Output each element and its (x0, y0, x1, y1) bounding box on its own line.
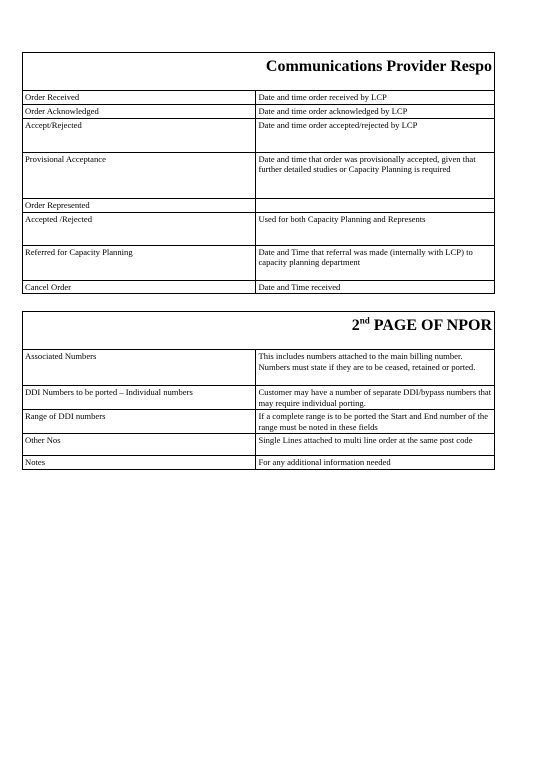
row-label: Other Nos (23, 434, 256, 456)
table-row (23, 212, 495, 245)
row-description: Single Lines attached to multi line order at the same post code (256, 434, 495, 456)
row-description: Date and time order acknowledged by LCP (256, 104, 495, 118)
row-description: If a complete range is to be ported the Start and End number of the range must be noted in these fields (256, 410, 495, 434)
row-label: Accepted /Rejected (23, 212, 256, 245)
row-description: Date and time order accepted/rejected by LCP (256, 118, 495, 152)
title-text: PAGE OF NPOR (369, 317, 492, 334)
table-row (23, 245, 495, 280)
title-ordinal-suffix: nd (359, 315, 370, 326)
table-row (23, 410, 495, 434)
row-description (256, 198, 495, 212)
title-number: 2 (351, 317, 360, 334)
row-label: Range of DDI numbers (23, 410, 256, 434)
table-row (23, 350, 495, 386)
table-row (23, 280, 495, 294)
row-description: Used for both Capacity Planning and Represents (256, 212, 495, 245)
row-description: Customer may have a number of separate DDI/bypass numbers that may require individual porting. (256, 386, 495, 410)
row-description: Date and time that order was provisionally accepted, given that further detailed studies or Capacity Planning is required (256, 152, 495, 198)
row-label: Order Represented (23, 198, 256, 212)
row-description: Date and time order received by LCP (256, 91, 495, 105)
row-label: Order Received (23, 91, 256, 105)
row-label: DDI Numbers to be ported – Individual numbers (23, 386, 256, 410)
row-description: Date and Time received (256, 280, 495, 294)
npor-second-page-table (22, 311, 495, 470)
row-description: Date and Time that referral was made (internally with LCP) to capacity planning department (256, 245, 495, 280)
section1-title: Communications Provider Respo (23, 53, 495, 91)
table-row (23, 152, 495, 198)
row-label: Associated Numbers (23, 350, 256, 386)
table-row (23, 386, 495, 410)
row-label: Accept/Rejected (23, 118, 256, 152)
table-row (23, 104, 495, 118)
row-description: For any additional information needed (256, 456, 495, 470)
row-label: Provisional Acceptance (23, 152, 256, 198)
row-label: Order Acknowledged (23, 104, 256, 118)
table-row (23, 198, 495, 212)
row-label: Referred for Capacity Planning (23, 245, 256, 280)
row-label: Notes (23, 456, 256, 470)
table-row (23, 118, 495, 152)
row-description: This includes numbers attached to the main billing number. Numbers must state if they are to be ceased, retained or ported. (256, 350, 495, 386)
table-row (23, 91, 495, 105)
section2-title (23, 312, 495, 350)
table-row (23, 434, 495, 456)
provider-response-table (22, 52, 495, 294)
row-label: Cancel Order (23, 280, 256, 294)
table-row (23, 456, 495, 470)
